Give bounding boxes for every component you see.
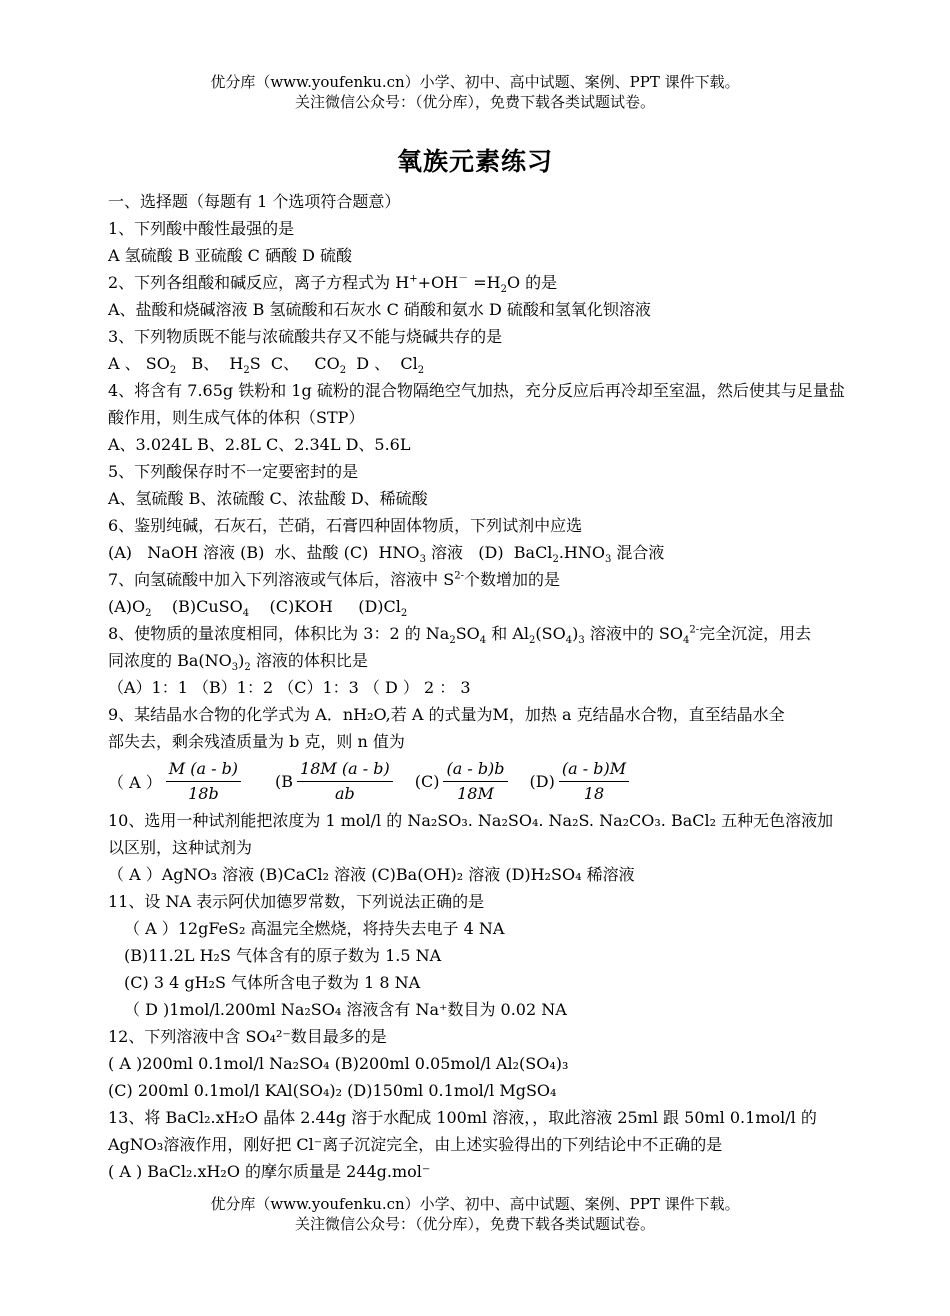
q8-line-1: 8、使物质的量浓度相同，体积比为 3：2 的 $Na_2SO_4$ 和 $Al_2(SO_4)_3$ 溶液中的 $SO_4^{2-}$完全沉淀，用去 [108,624,812,647]
fraction-numerator: (a - b)M [559,758,629,782]
q4-stem: 4、将含有 7.65g 铁粉和 1g 硫粉的混合物隔绝空气加热，充分反应后再冷却至室温，然后使其与足量盐酸作用，则生成气体的体积（STP） [108,381,845,427]
document-body [108,188,853,1185]
q9-option-c [415,758,508,805]
q9-option-c-label: (C) [414,771,440,791]
q9-option-a [108,758,241,805]
q2-stem-a: 2、下列各组酸和碱反应，离子方程式为 H [108,273,410,292]
q2-stem-b: +OH [417,273,459,292]
q11-option-c: (C) 3 4 gH₂S 气体所含电子数为 1 8 NA [124,973,421,992]
q2-stem-c: =H [468,273,501,292]
q9-option-d-label: (D) [529,771,555,791]
q4-options: A、3.024L B、2.8L C、2.34L D、5.6L [108,435,411,454]
q9-options [108,755,853,807]
q8-options: （A）1：1 （B）1：2 （C）1：3 （ D ） 2 ： 3 [108,678,471,697]
q6-stem: 6、鉴别纯碱，石灰石，芒硝，石膏四种固体物质，下列试剂中应选 [108,516,583,535]
q11-stem: 11、设 NA 表示阿伏加德罗常数，下列说法正确的是 [108,892,485,911]
q10-options: （ A ）AgNO₃ 溶液 (B)CaCl₂ 溶液 (C)Ba(OH)₂ 溶液 (D)H₂SO₄ 稀溶液 [108,865,635,884]
q8-line1-a: 8、使物质的量浓度相同，体积比为 3：2 的 Na [108,624,450,643]
q12-options-cd: (C) 200ml 0.1mol/l KAl(SO₄)₂ (D)150ml 0.1mol/l MgSO₄ [108,1081,557,1100]
q7-options: $(A)O_2$ (B)CuSO$_4$ (C)KOH $(D)Cl_2$ [108,597,408,620]
q9-option-a-label: （ A ） [108,772,162,792]
q8-line-2: 同浓度的 $Ba(NO_3)_2$ 溶液的体积比是 [108,651,368,674]
q13-line-1: 13、将 BaCl₂.xH₂O 晶体 2.44g 溶于水配成 100ml 溶液，，取此溶液 25ml 跟 50ml 0.1mol/l 的 [108,1108,817,1127]
q13-option-a: ( A ) BaCl₂.xH₂O 的摩尔质量是 244g.mol⁻ [108,1162,431,1181]
q10-line-1: 10、选用一种试剂能把浓度为 1 mol/l 的 Na₂SO₃. Na₂SO₄. Na₂S. Na₂CO₃. BaCl₂ 五种无色溶液加 [108,811,834,830]
q9-option-b-fraction [297,758,393,805]
fraction-numerator: 18M (a - b) [297,758,393,782]
fraction-denominator: ab [334,783,355,803]
q7-stem-b: 个数增加的是 [463,570,560,589]
q12-options-ab: ( A )200ml 0.1mol/l Na₂SO₄ (B)200ml 0.05mol/l Al₂(SO₄)₃ [108,1054,569,1073]
q2-options: A、盐酸和烧碱溶液 B 氢硫酸和石灰水 C 硝酸和氨水 D 硫酸和氢氧化钡溶液 [108,300,651,319]
fraction-numerator: (a - b)b [443,758,507,782]
q7-stem-a: 7、向氢硫酸中加入下列溶液或气体后，溶液中 S [108,570,455,589]
page-header [0,72,950,112]
q9-line-2: 部失去，剩余残渣质量为 b 克，则 n 值为 [108,732,405,751]
header-line-2: 关注微信公众号：（优分库），免费下载各类试题试卷。 [294,93,655,111]
q2-stem-d: O 的是 [506,273,558,292]
q3-stem: 3、下列物质既不能与浓硫酸共存又不能与烧碱共存的是 [108,327,503,346]
q5-options: A、氢硫酸 B、浓硫酸 C、浓盐酸 D、稀硫酸 [108,489,428,508]
q11-option-a: （ A ）12gFeS₂ 高温完全燃烧，将持失去电子 4 NA [124,919,505,938]
footer-line-1: 优分库（www.youfenku.cn）小学、初中、高中试题、案例、PPT 课件下载。 [210,1195,740,1213]
q5-stem: 5、下列酸保存时不一定要密封的是 [108,462,359,481]
fraction-denominator: 18b [188,783,219,803]
q7-stem: 7、向氢硫酸中加入下列溶液或气体后，溶液中 $S^{2-}$个数增加的是 [108,570,560,589]
q9-line-1: 9、某结晶水合物的化学式为 A．nH₂O,若 A 的式量为M，加热 a 克结晶水合物，直至结晶水全 [108,705,785,724]
q10-line-2: 以区别，这种试剂为 [108,838,253,857]
section-heading: 一、选择题（每题有 1 个选项符合题意） [108,192,401,211]
q8-line1-b: 溶液中的 SO [589,624,683,643]
q11-option-b: (B)11.2L H₂S 气体含有的原子数为 1.5 NA [124,946,442,965]
fraction-denominator: 18 [583,783,605,803]
q1-stem: 1、下列酸中酸性最强的是 [108,219,295,238]
q9-option-a-fraction [166,758,241,805]
header-line-1: 优分库（www.youfenku.cn）小学、初中、高中试题、案例、PPT 课件下载。 [210,73,740,91]
q8-line1-c: 完全沉淀，用去 [699,624,812,643]
page-footer [0,1194,950,1234]
page-title: 氧族元素练习 [396,147,553,176]
footer-line-2: 关注微信公众号：（优分库），免费下载各类试题试卷。 [294,1215,655,1233]
fraction-numerator: M (a - b) [166,758,241,782]
q9-option-b [275,758,393,805]
q13-line-2: AgNO₃溶液作用，刚好把 Cl⁻离子沉淀完全，由上述实验得出的下列结论中不正确的是 [108,1135,723,1154]
q11-option-d: （ D )1mol/l.200ml Na₂SO₄ 溶液含有 Na⁺数目为 0.02 NA [124,1000,567,1019]
q9-option-c-fraction [443,758,507,805]
q9-option-d-fraction [559,758,629,805]
q3-options: A 、 $SO_2$ B、 $H_2S$ C、 $CO_2$ D 、 $Cl_2$ [108,354,425,377]
q8-line2-b: 溶液的体积比是 [255,651,368,670]
q12-stem: 12、下列溶液中含 SO₄²⁻数目最多的是 [108,1027,387,1046]
q2-stem: 2、下列各组酸和碱反应，离子方程式为 $H^++OH^- =H_2O$ 的是 [108,273,558,296]
q8-line2-a: 同浓度的 Ba(NO [108,651,232,670]
q6-options: (A) NaOH 溶液 (B) 水、盐酸 (C) $HNO_3$ 溶液 (D) $BaCl_2.HNO_3$ 混合液 [108,543,665,566]
q1-options: A 氢硫酸 B 亚硫酸 C 硒酸 D 硫酸 [108,246,352,265]
fraction-denominator: 18M [457,783,494,803]
q9-option-b-label: (B [275,771,294,791]
q9-option-d [530,758,630,805]
